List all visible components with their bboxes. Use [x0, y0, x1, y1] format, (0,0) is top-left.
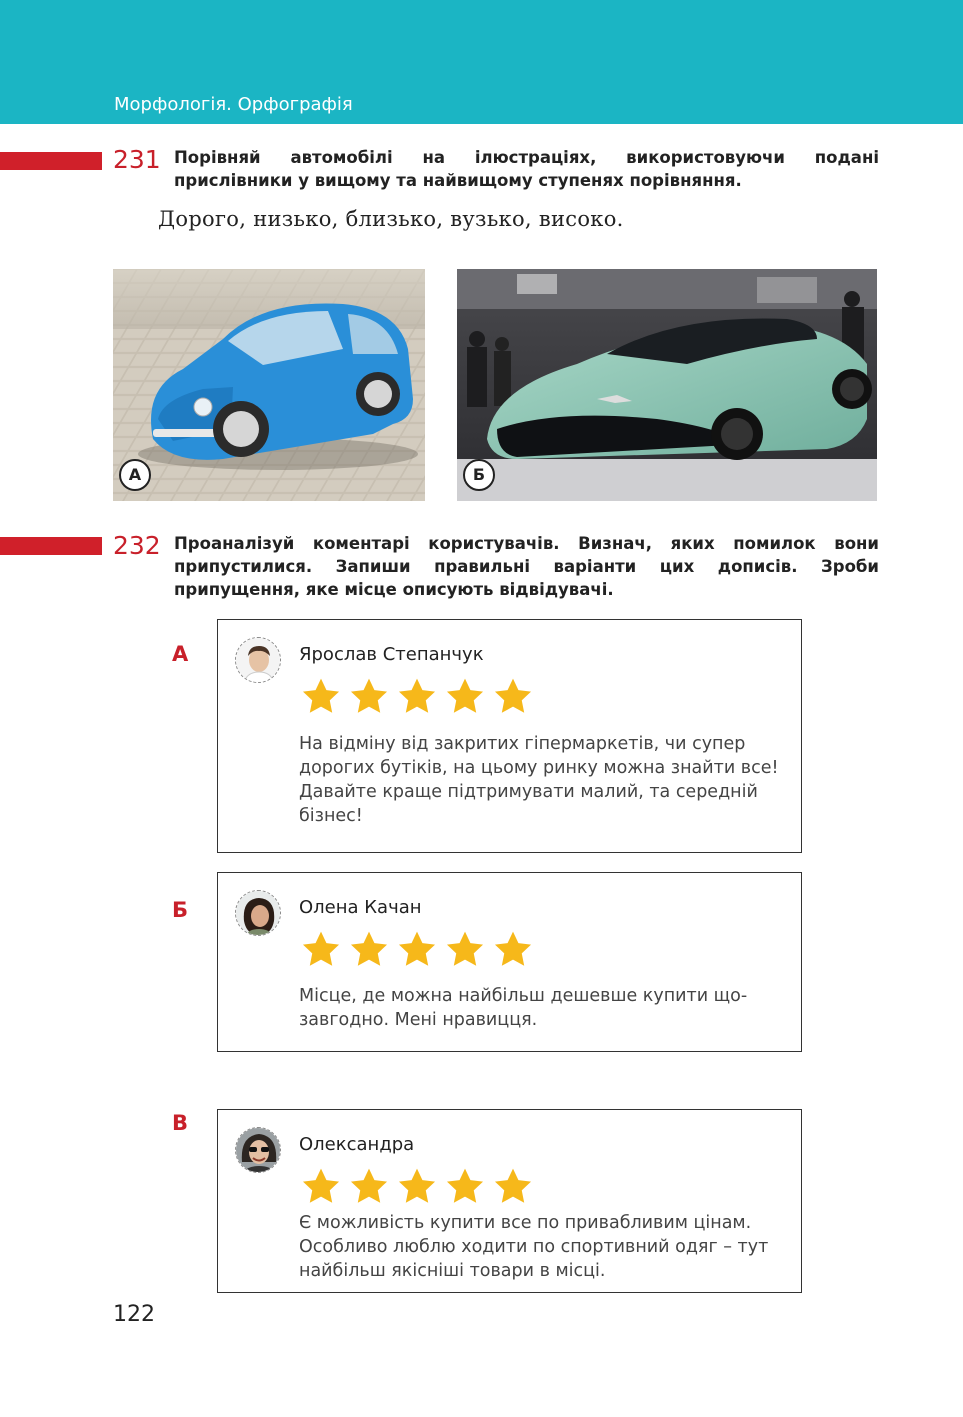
photo-b-badge: Б [463, 459, 495, 491]
review-text: Є можливість купити все по привабливим цінам. Особливо люблю ходити по спортивний одяг – тут найбільш якісніші товари в місці. [299, 1213, 769, 1281]
star-icon [347, 1166, 391, 1208]
star-icon [299, 676, 343, 718]
review-c-letter: В [172, 1111, 189, 1135]
rating-stars [299, 1166, 535, 1208]
star-icon [347, 676, 391, 718]
page-number: 122 [113, 1302, 155, 1327]
avatar [235, 637, 281, 683]
exercise-232-instruction: Проаналізуй коментарі користувачів. Визнач, яких помилок вони припустилися. Запиши правильні варіанти цих дописів. Зроби припущення, яке місце описують відвідувачі. [174, 534, 879, 599]
review-author: Олена Качан [299, 897, 422, 918]
review-card-b [217, 872, 802, 1052]
review-card-c [217, 1109, 802, 1293]
photo-car-b [457, 269, 877, 501]
exercise-232-number: 232 [113, 531, 161, 560]
review-author: Олександра [299, 1134, 415, 1155]
review-a-letter: А [172, 642, 189, 666]
photo-a-badge: А [119, 459, 151, 491]
exercise-231-words: Дорого, низько, близько, вузько, високо. [158, 207, 624, 231]
star-icon [395, 1166, 439, 1208]
exercise-231-instruction: Порівняй автомобілі на ілюстраціях, використовуючи подані прислівники у вищому та найвищому ступенях порівняння. [174, 148, 879, 190]
review-text: На відміну від закритих гіпермаркетів, чи супер дорогих бутіків, на цьому ринку можна знайти все! Давайте краще підтримувати малий, та середній бізнес! [299, 734, 779, 826]
photo-car-a [113, 269, 425, 501]
star-icon [443, 676, 487, 718]
star-icon [299, 929, 343, 971]
section-title: Морфологія. Орфографія [114, 94, 353, 115]
star-icon [491, 676, 535, 718]
review-card-a [217, 619, 802, 853]
exercise-231-number: 231 [113, 145, 161, 174]
star-icon [347, 929, 391, 971]
exercise-231-marker [0, 152, 102, 170]
star-icon [299, 1166, 343, 1208]
avatar [235, 1127, 281, 1173]
star-icon [491, 1166, 535, 1208]
review-b-letter: Б [172, 898, 189, 922]
star-icon [443, 929, 487, 971]
star-icon [395, 676, 439, 718]
page-header [0, 0, 963, 124]
star-icon [443, 1166, 487, 1208]
avatar [235, 890, 281, 936]
review-text: Місце, де можна найбільш дешевше купити що-завгодно. Мені нравицця. [299, 986, 748, 1030]
rating-stars [299, 929, 535, 971]
star-icon [491, 929, 535, 971]
exercise-232-marker [0, 537, 102, 555]
star-icon [395, 929, 439, 971]
review-author: Ярослав Степанчук [299, 644, 484, 665]
rating-stars [299, 676, 535, 718]
